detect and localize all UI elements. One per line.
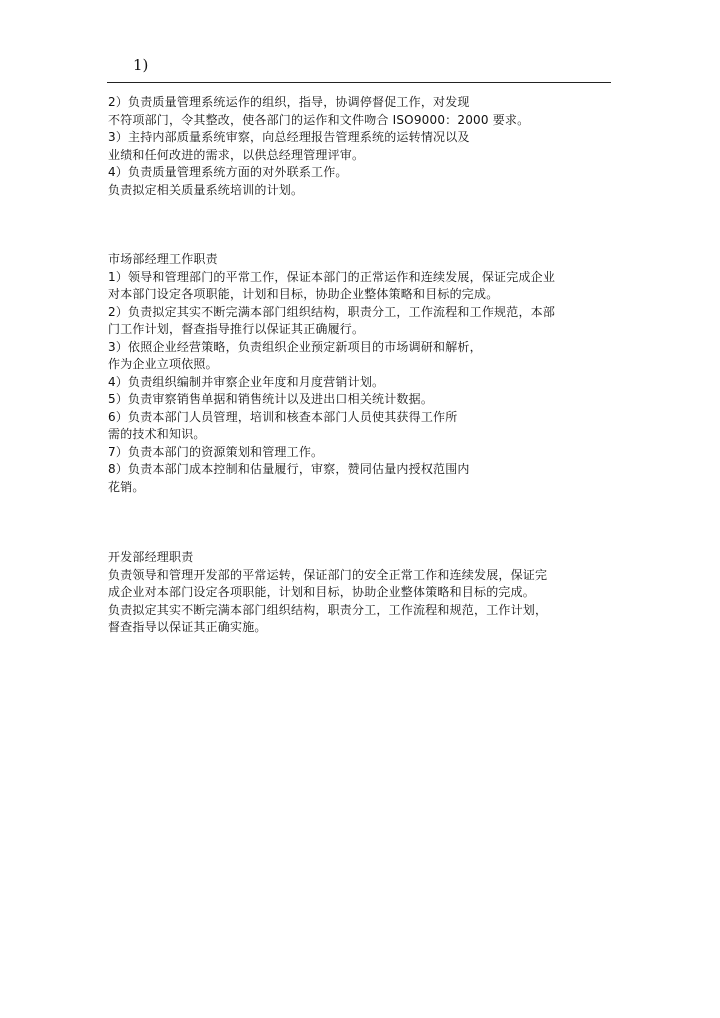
paragraph-line: 门工作计划，督查指导推行以保证其正确履行。 <box>108 322 365 336</box>
quality-duties-section <box>108 94 612 199</box>
paragraph-line: 3）依照企业经营策略，负责组织企业预定新项目的市场调研和解析， <box>108 339 482 354</box>
paragraph-line: 不符项部门，令其整改，使各部门的运作和文件吻合 ISO9000：2000 要求。 <box>108 112 530 127</box>
paragraph-line: 1）领导和管理部门的平常工作，保证本部门的正常运作和连续发展，保证完成企业 <box>108 269 556 284</box>
paragraph-line: 督查指导以保证其正确实施。 <box>108 620 267 634</box>
market-manager-section <box>108 251 612 496</box>
paragraph-line: 对本部门设定各项职能，计划和目标，协助企业整体策略和目标的完成。 <box>108 287 499 301</box>
paragraph-line: 负责领导和管理开发部的平常运转，保证部门的安全正常工作和连续发展，保证完 <box>108 567 548 582</box>
section-title: 开发部经理职责 <box>108 550 194 564</box>
paragraph-line: 4）负责质量管理系统方面的对外联系工作。 <box>108 165 348 179</box>
paragraph-line: 作为企业立项依照。 <box>108 357 218 371</box>
paragraph-line: 2）负责拟定其实不断完满本部门组织结构，职责分工，工作流程和工作规范，本部 <box>108 304 556 319</box>
paragraph-line: 业绩和任何改进的需求，以供总经理管理评审。 <box>108 147 365 162</box>
paragraph-line: 2）负责质量管理系统运作的组织，指导，协调停督促工作，对发现 <box>108 95 470 109</box>
dev-manager-section <box>108 549 612 637</box>
section-title: 市场部经理工作职责 <box>108 252 218 266</box>
paragraph-line: 7）负责本部门的资源策划和管理工作。 <box>108 444 324 459</box>
paragraph-line: 6）负责本部门人员管理，培训和核查本部门人员使其获得工作所 <box>108 409 458 424</box>
paragraph-line: 4）负责组织编制并审察企业年度和月度营销计划。 <box>108 374 385 389</box>
paragraph-line: 5）负责审察销售单据和销售统计以及进出口相关统计数据。 <box>108 392 434 406</box>
header-number: 1) <box>133 56 149 74</box>
paragraph-line: 花销。 <box>108 479 145 494</box>
header-divider <box>107 82 611 83</box>
paragraph-line: 8）负责本部门成本控制和估量履行，审察，赞同估量内授权范围内 <box>108 462 470 476</box>
paragraph-line: 负责拟定相关质量系统培训的计划。 <box>108 182 304 197</box>
paragraph-line: 成企业对本部门设定各项职能，计划和目标，协助企业整体策略和目标的完成。 <box>108 585 536 599</box>
paragraph-line: 3）主持内部质量系统审察，向总经理报告管理系统的运转情况以及 <box>108 130 470 144</box>
paragraph-line: 负责拟定其实不断完满本部门组织结构，职责分工，工作流程和规范，工作计划， <box>108 602 548 617</box>
paragraph-line: 需的技术和知识。 <box>108 427 206 441</box>
